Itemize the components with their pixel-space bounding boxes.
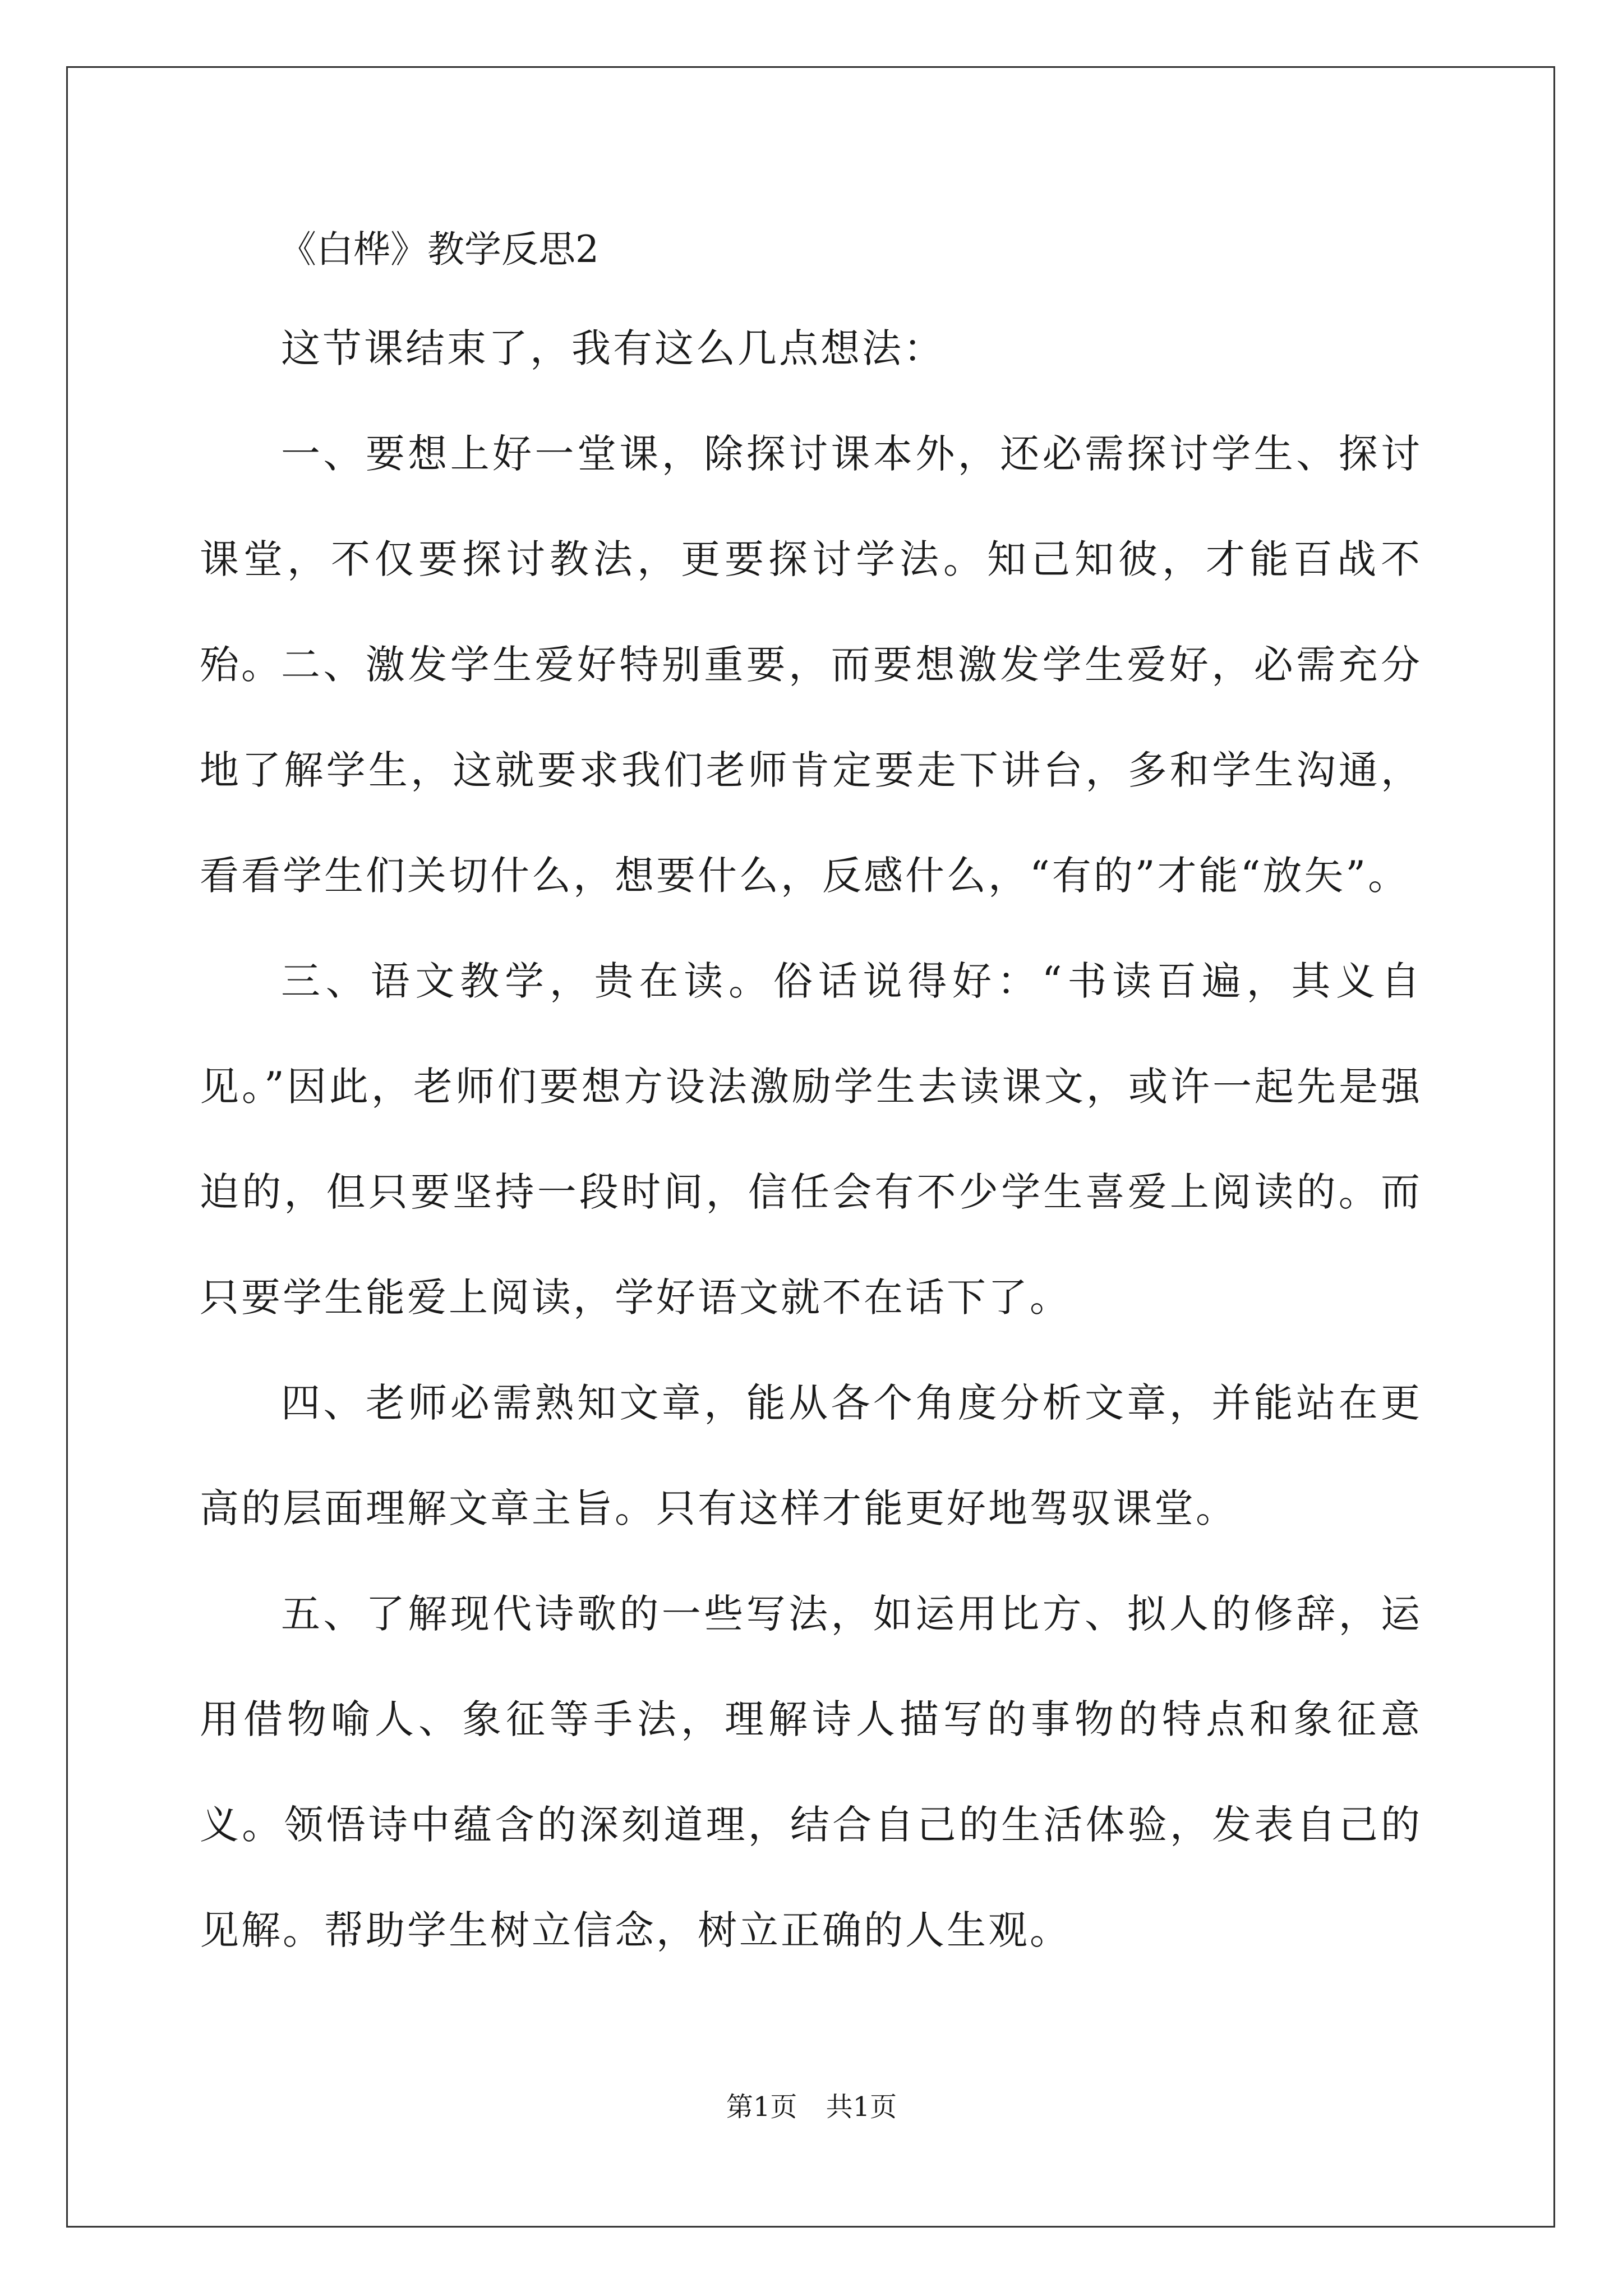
paragraph-intro: 这节课结束了，我有这么几点想法： xyxy=(281,325,945,371)
document-title: 《白桦》教学反思2 xyxy=(279,228,599,271)
page-number: 第1页 xyxy=(726,2091,797,2123)
paragraph-point-4: 四、老师必需熟知文章，能从各个角度分析文章，并能站在更高的层面理解文章主旨。只有这样才能更好地驾驭课堂。 xyxy=(200,1380,1422,1531)
paragraph-point-5: 五、了解现代诗歌的一些写法，如运用比方、拟人的修辞，运用借物喻人、象征等手法，理解诗人描写的事物的特点和象征意义。领悟诗中蕴含的深刻道理，结合自己的生活体验，发表自己的见解。帮助学生树立信念，树立正确的人生观。 xyxy=(200,1591,1422,1953)
page-total: 共1页 xyxy=(826,2091,897,2123)
paragraph-point-1: 一、要想上好一堂课，除探讨课本外，还必需探讨学生、探讨课堂，不仅要探讨教法，更要探讨学法。知己知彼，才能百战不殆。 xyxy=(200,431,1422,688)
paragraph-point-2: 二、激发学生爱好特别重要，而要想激发学生爱好，必需充分地了解学生，这就要求我们老师肯定要走下讲台，多和学生沟通，看看学生们关切什么，想要什么，反感什么，“有的”才能“放矢”。 xyxy=(200,642,1422,899)
page-footer xyxy=(0,2090,1623,2124)
paragraph-point-3: 三、语文教学，贵在读。俗话说得好：“书读百遍，其义自见。”因此，老师们要想方设法激励学生去读课文，或许一起先是强迫的，但只要坚持一段时间，信任会有不少学生喜爱上阅读的。而只要学生能爱上阅读，学好语文就不在话下了。 xyxy=(200,958,1422,1320)
